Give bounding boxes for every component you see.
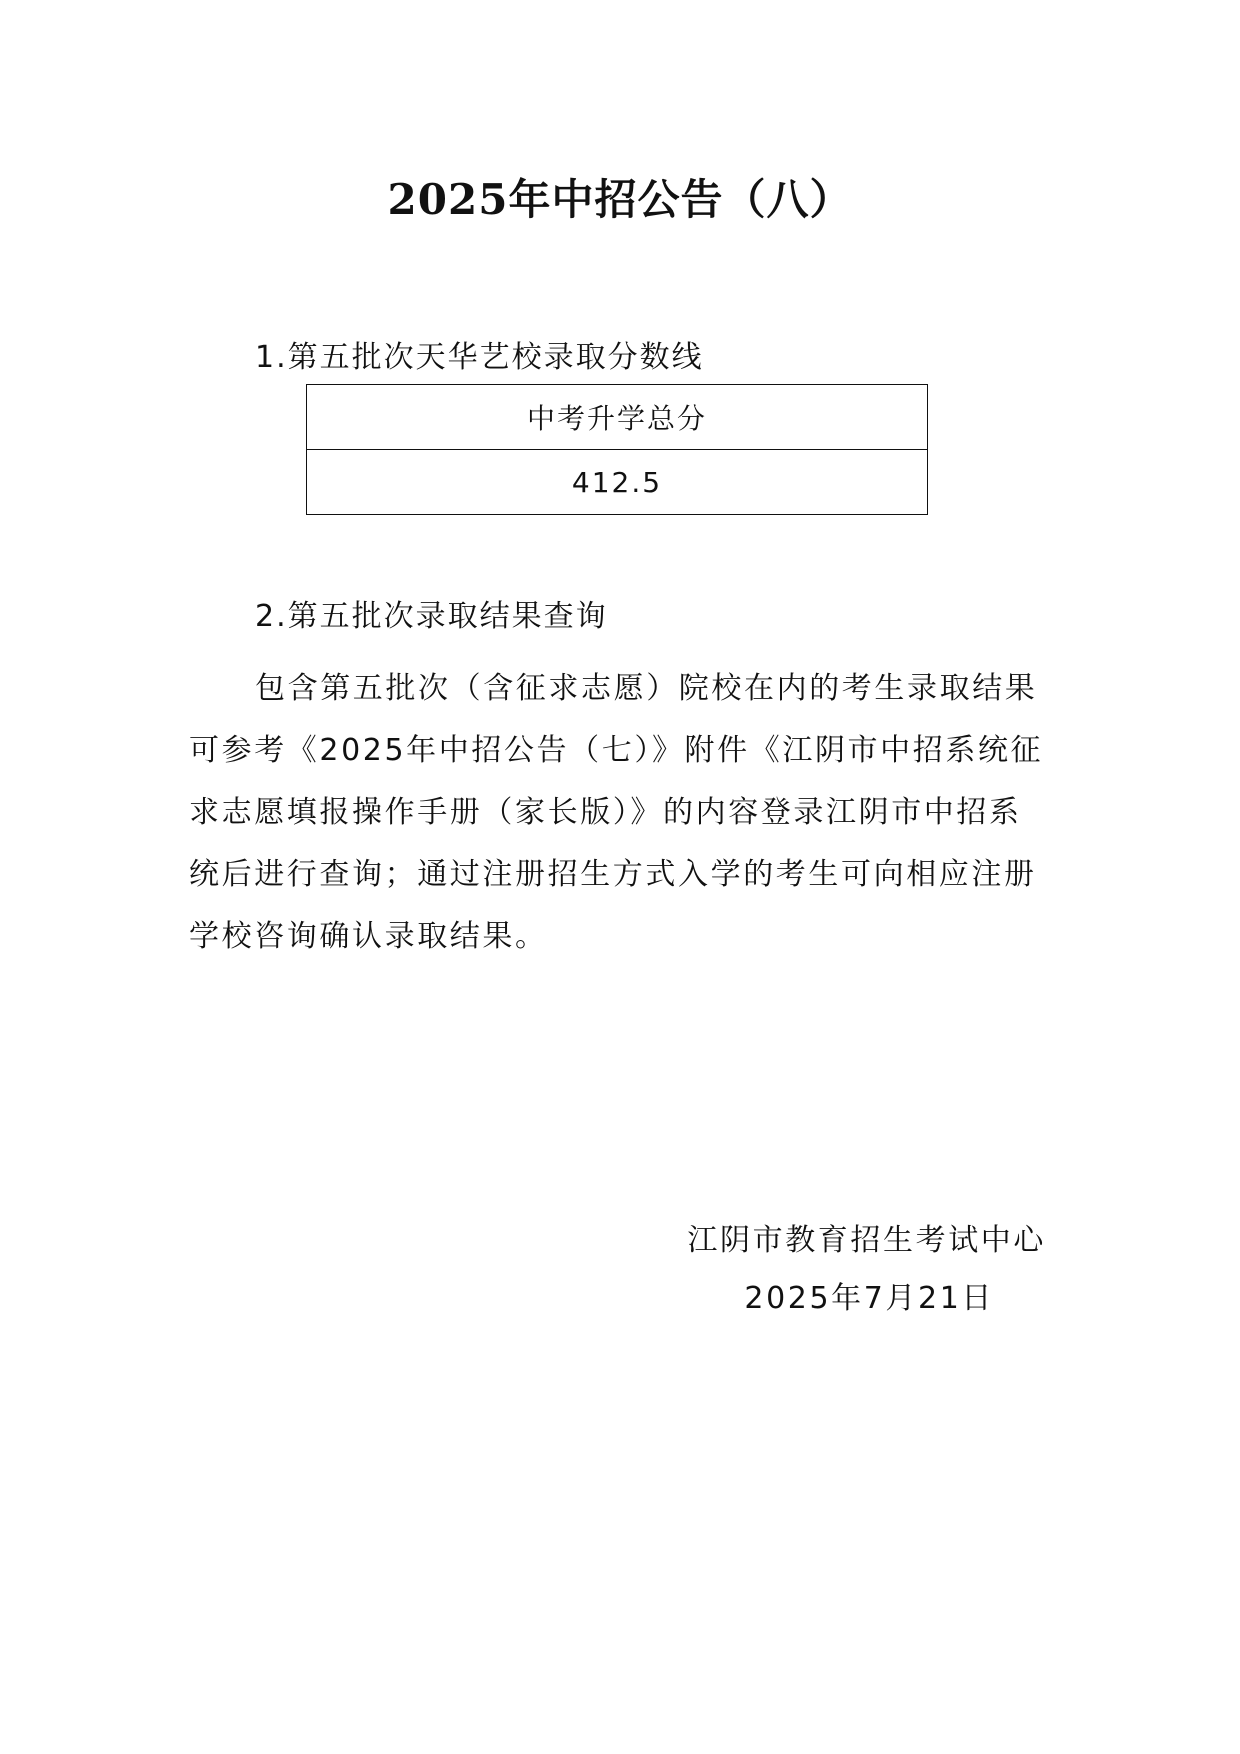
paragraph-line: 求志愿填报操作手册（家长版）》的内容登录江阴市中招系 <box>189 795 1022 830</box>
score-table-value-row <box>307 450 928 515</box>
document-title: 2025年中招公告（八） <box>387 175 853 224</box>
section-2-paragraph <box>189 658 1049 968</box>
score-table-header-row <box>307 385 928 450</box>
section-1-heading: 1.第五批次天华艺校录取分数线 <box>255 340 704 375</box>
section-2-heading: 2.第五批次录取结果查询 <box>255 599 608 634</box>
score-table <box>306 384 928 515</box>
signature-block <box>687 1212 1046 1328</box>
score-table-header-cell: 中考升学总分 <box>307 385 928 450</box>
paragraph-line: 学校咨询确认录取结果。 <box>189 919 548 954</box>
issuing-organization: 江阴市教育招生考试中心 <box>687 1223 1046 1258</box>
paragraph-line: 统后进行查询；通过注册招生方式入学的考生可向相应注册 <box>189 857 1037 892</box>
paragraph-line: 可参考《2025年中招公告（七）》附件《江阴市中招系统征 <box>189 733 1044 768</box>
issue-date: 2025年7月21日 <box>744 1281 994 1316</box>
paragraph-line: 包含第五批次（含征求志愿）院校在内的考生录取结果 <box>255 671 1038 706</box>
score-table-value-cell: 412.5 <box>307 450 928 515</box>
